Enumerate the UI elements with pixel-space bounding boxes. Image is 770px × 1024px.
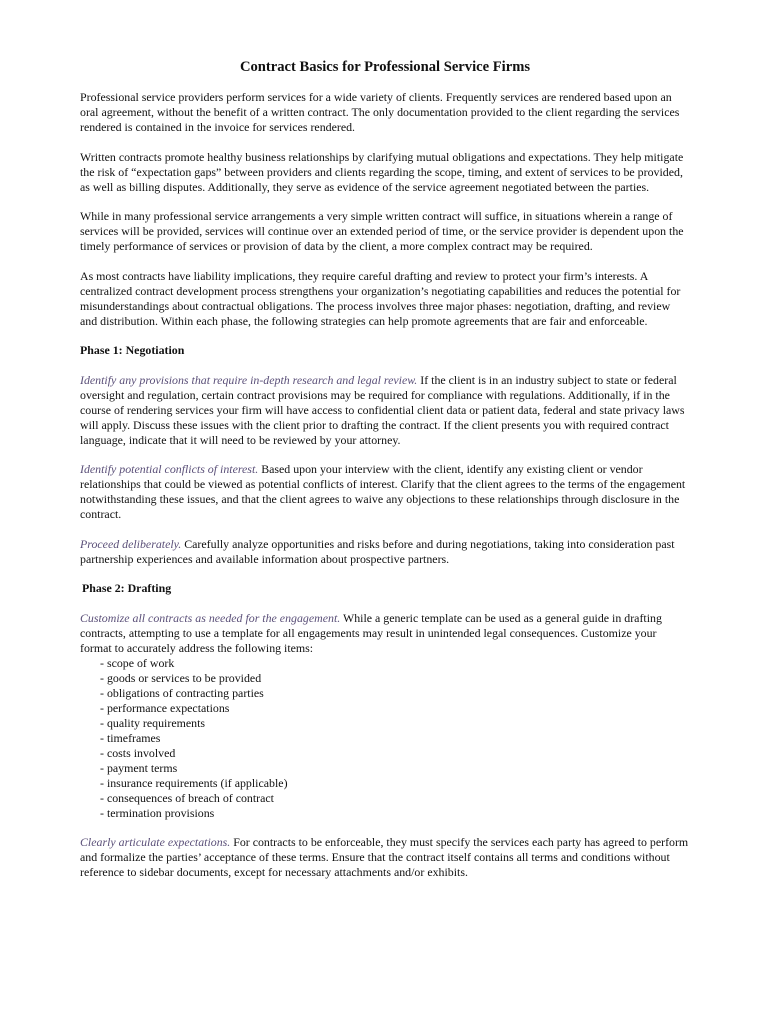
phase-1-paragraph-3 bbox=[80, 537, 690, 567]
phase-1-paragraph-1-text: If the client is in an industry subject to state or federal oversight and regulation, certain contract provisions may be required for compliance with regulations. Additionally, if in the course of rendering services your firm will have access to confidential client data or patient data, federal and state privacy laws will apply. Discuss these issues with the client prior to drafting the contract. If the client presents you with required contract language, indicate that it will need to be reviewed by your attorney. bbox=[80, 372, 685, 447]
phase-2-heading: Phase 2: Drafting bbox=[82, 581, 172, 595]
list-item: - goods or services to be provided bbox=[100, 671, 690, 686]
document-title: Contract Basics for Professional Service Firms bbox=[239, 59, 531, 75]
phase-2-paragraph-2-lead: Clearly articulate expectations. bbox=[80, 835, 231, 849]
list-item: - obligations of contracting parties bbox=[100, 686, 690, 701]
list-item: - timeframes bbox=[100, 731, 690, 746]
phase-2-paragraph-2 bbox=[80, 835, 690, 880]
phase-2-paragraph-2-text: For contracts to be enforceable, they must specify the services each party has agreed to perform and formalize the parties’ acceptance of these terms. Ensure that the contract itself contains all terms and conditions without reference to sidebar documents, except for necessary attachments and/or exhibits. bbox=[80, 835, 689, 879]
phase-2-paragraph-1-text: While a generic template can be used as a general guide in drafting contracts, attempting to use a template for all engagements may result in unintended legal consequences. Customize your format to accurately address the following items: bbox=[80, 610, 662, 655]
phase-1-paragraph-2 bbox=[80, 462, 690, 522]
phase-1-paragraph-3-lead: Proceed deliberately. bbox=[80, 536, 182, 551]
phase-1-paragraph-1 bbox=[80, 373, 690, 448]
intro-paragraph-4: As most contracts have liability implications, they require careful drafting and review to protect your firm’s interests. A centralized contract development process strengthens your organization’s negotiating capabilities and reduces the potential for misunderstandings about contractual obligations. The process involves three major phases: negotiation, drafting, and review and distribution. Within each phase, the following strategies can help promote agreements that are fair and enforceable. bbox=[80, 268, 681, 328]
intro-paragraph-3: While in many professional service arrangements a very simple written contract will suffice, in situations wherein a range of services will be provided, services will continue over an extended period of time, or the service provider is dependent upon the timely performance of services or provision of data by the client, a more complex contract may be required. bbox=[80, 209, 684, 253]
phase-2-paragraph-1 bbox=[80, 611, 690, 656]
list-item: - quality requirements bbox=[100, 716, 690, 731]
phase-2-paragraph-1-lead: Customize all contracts as needed for the engagement. bbox=[80, 610, 341, 625]
phase-1-paragraph-2-text: Based upon your interview with the client, identify any existing client or vendor relationships that could be viewed as potential conflicts of interest. Clarify that the client agrees to the terms of the engagement notwithstanding these issues, and that the client agrees to waive any objections to these relationships through disclosure in the contract. bbox=[80, 462, 686, 521]
phase-1-heading: Phase 1: Negotiation bbox=[80, 343, 185, 357]
list-item: - performance expectations bbox=[100, 701, 690, 716]
intro-paragraph-2: Written contracts promote healthy business relationships by clarifying mutual obligations and expectations. They help mitigate the risk of “expectation gaps” between providers and clients regarding the scope, timing, and extent of services to be provided, as well as billing disputes. Additionally, they serve as evidence of the service agreement negotiated between the parties. bbox=[80, 149, 684, 194]
intro-paragraph-1: Professional service providers perform services for a wide variety of clients. Frequently services are rendered based upon an oral agreement, without the benefit of a written contract. The only documentation provided to the client regarding the services rendered is contained in the invoice for services rendered. bbox=[80, 90, 680, 134]
list-item: - consequences of breach of contract bbox=[100, 791, 690, 806]
list-item: - termination provisions bbox=[100, 806, 690, 821]
phase-1-paragraph-2-lead: Identify potential conflicts of interest. bbox=[80, 462, 259, 476]
list-item: - insurance requirements (if applicable) bbox=[100, 776, 690, 791]
contract-items-list bbox=[80, 656, 690, 821]
list-item: - payment terms bbox=[100, 761, 690, 776]
phase-1-paragraph-1-lead: Identify any provisions that require in-depth research and legal review. bbox=[80, 372, 418, 387]
list-item: - scope of work bbox=[100, 656, 690, 671]
list-item: - costs involved bbox=[100, 746, 690, 761]
phase-1-paragraph-3-text: Carefully analyze opportunities and risks before and during negotiations, taking into consideration past partnership experiences and available information about prospective partners. bbox=[80, 536, 675, 566]
